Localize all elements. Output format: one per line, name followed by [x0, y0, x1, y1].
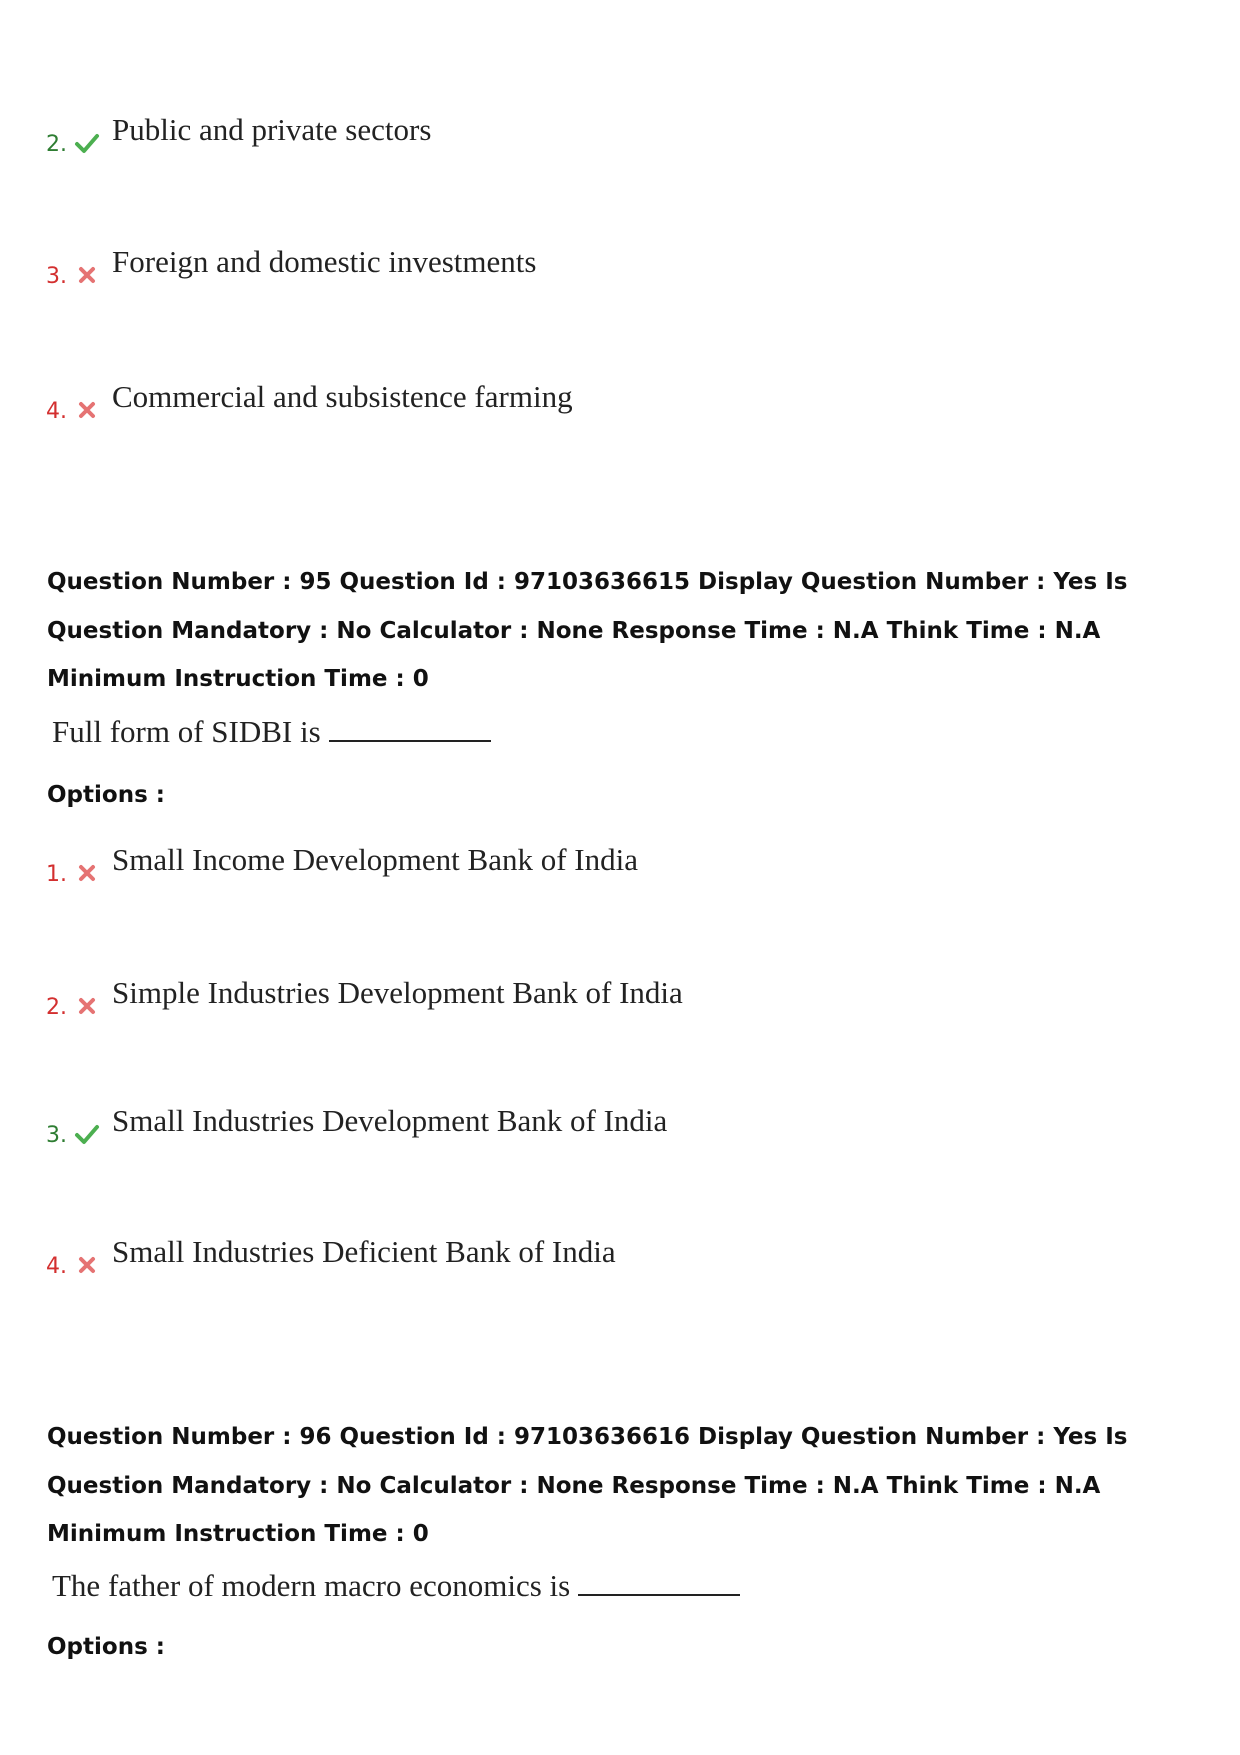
options-label: Options : — [47, 1634, 165, 1660]
question-text-content: Full form of SIDBI is — [52, 714, 321, 749]
option-number: 4. — [46, 399, 67, 424]
option-number: 2. — [46, 995, 67, 1020]
option-text: Commercial and subsistence farming — [112, 379, 573, 414]
option-number: 3. — [46, 1123, 67, 1148]
cross-icon — [74, 1252, 100, 1278]
option-text: Small Industries Development Bank of India — [112, 1103, 668, 1138]
cross-icon — [74, 993, 100, 1019]
cross-icon — [74, 262, 100, 288]
option-number: 4. — [46, 1254, 67, 1279]
option-row — [46, 112, 846, 157]
question-meta: Question Number : 96 Question Id : 97103636616 Display Question Number : Yes Is Question Mandatory : No Calculator : None Response Time : N.A Think Time : N.A Minimum Instruction Time : 0 — [47, 1424, 1128, 1547]
option-row — [46, 1234, 846, 1279]
check-icon — [74, 1121, 100, 1147]
options-label: Options : — [47, 782, 165, 808]
option-row — [46, 975, 846, 1020]
option-text: Small Income Development Bank of India — [112, 842, 639, 877]
check-icon — [74, 130, 100, 156]
option-number: 2. — [46, 132, 67, 157]
answer-blank — [329, 710, 491, 742]
cross-icon — [74, 397, 100, 423]
option-row — [46, 1103, 846, 1148]
option-number: 1. — [46, 862, 67, 887]
option-number: 3. — [46, 264, 67, 289]
option-text: Foreign and domestic investments — [112, 244, 537, 279]
option-text: Simple Industries Development Bank of India — [112, 975, 683, 1010]
answer-blank — [578, 1564, 740, 1596]
cross-icon — [74, 860, 100, 886]
option-text: Public and private sectors — [112, 112, 432, 147]
option-row — [46, 379, 846, 424]
question-text — [52, 1564, 740, 1604]
question-meta: Question Number : 95 Question Id : 97103636615 Display Question Number : Yes Is Question Mandatory : No Calculator : None Response Time : N.A Think Time : N.A Minimum Instruction Time : 0 — [47, 569, 1128, 692]
option-row — [46, 842, 846, 887]
question-text-content: The father of modern macro economics is — [52, 1568, 571, 1603]
option-row — [46, 244, 846, 289]
question-text — [52, 710, 491, 750]
option-text: Small Industries Deficient Bank of India — [112, 1234, 616, 1269]
